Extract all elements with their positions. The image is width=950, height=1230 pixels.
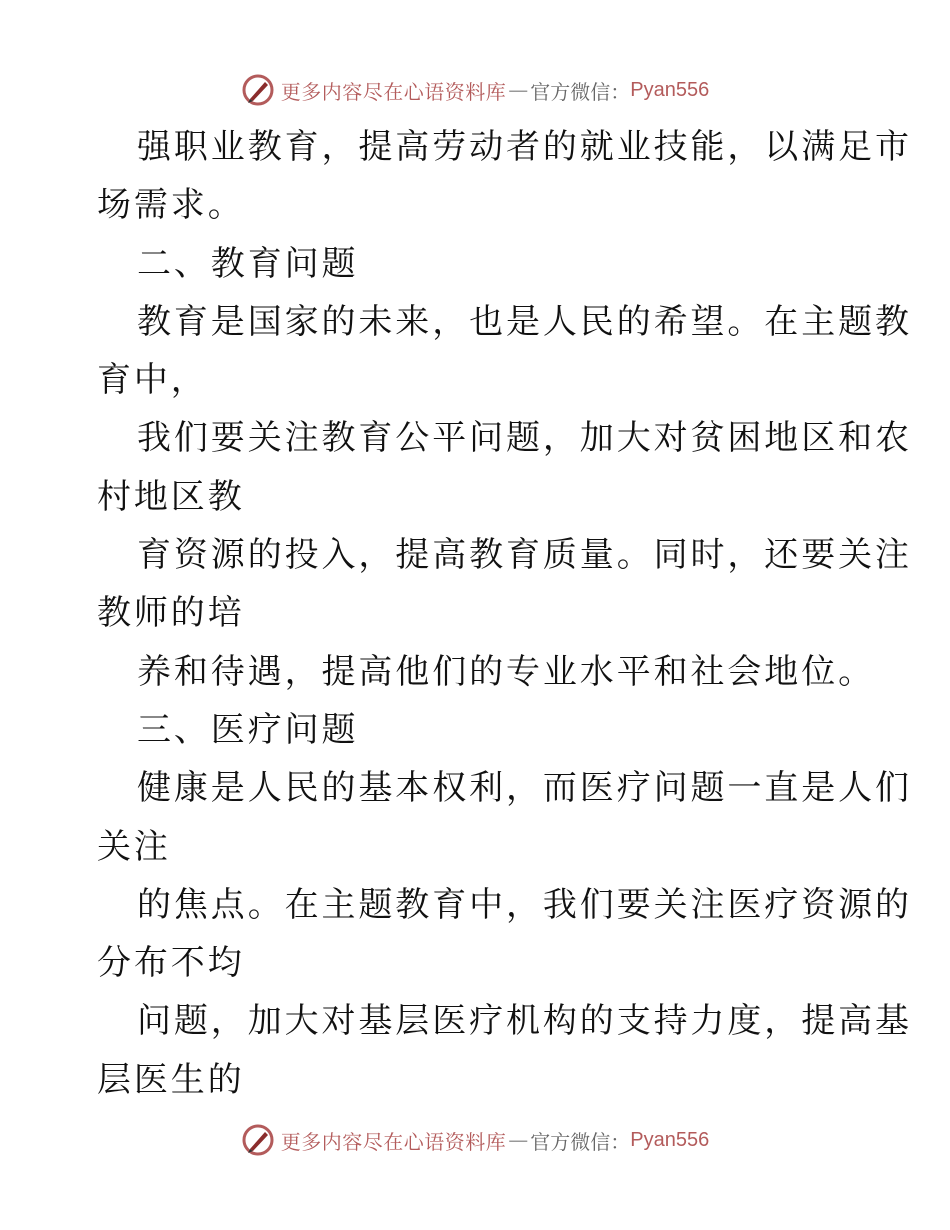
text-line: 我们要关注教育公平问题，加大对贫困地区和农 xyxy=(137,418,912,459)
watermark-wechat-id: Pyan556 xyxy=(630,1128,710,1151)
footer-watermark xyxy=(0,1120,950,1160)
text-line: 三、医疗问题 xyxy=(137,709,359,750)
text-line: 育中， xyxy=(97,360,208,401)
header-watermark xyxy=(0,70,950,110)
watermark-brand: 更多内容尽在心语资料库 xyxy=(280,79,507,104)
text-line: 强职业教育，提高劳动者的就业技能，以满足市 xyxy=(137,127,912,167)
pen-logo-icon xyxy=(241,1123,275,1157)
watermark-separator: — xyxy=(508,78,529,102)
text-line: 分布不均 xyxy=(97,943,245,984)
text-line: 健康是人民的基本权利，而医疗问题一直是人们 xyxy=(137,768,912,809)
watermark-brand: 更多内容尽在心语资料库 xyxy=(280,1129,507,1154)
watermark-separator: — xyxy=(508,1128,529,1152)
text-line: 养和待遇，提高他们的专业水平和社会地位。 xyxy=(137,651,875,692)
text-line: 问题，加大对基层医疗机构的支持力度，提高基 xyxy=(137,1001,912,1042)
text-line: 场需求。 xyxy=(97,185,245,226)
text-line: 教师的培 xyxy=(97,593,245,634)
pen-logo-icon xyxy=(241,73,275,107)
document-body xyxy=(97,118,912,1109)
text-line: 关注 xyxy=(97,826,171,867)
text-line: 教育是国家的未来，也是人民的希望。在主题教 xyxy=(137,301,912,342)
text-line: 村地区教 xyxy=(97,476,245,517)
watermark-official-label: 官方微信： xyxy=(530,79,631,104)
text-line: 的焦点。在主题教育中，我们要关注医疗资源的 xyxy=(137,884,912,925)
text-line: 育资源的投入，提高教育质量。同时，还要关注 xyxy=(137,535,912,576)
text-line: 层医生的 xyxy=(97,1059,245,1100)
text-line: 二、教育问题 xyxy=(137,243,359,284)
watermark-official-label: 官方微信： xyxy=(530,1129,631,1154)
watermark-wechat-id: Pyan556 xyxy=(630,78,710,101)
